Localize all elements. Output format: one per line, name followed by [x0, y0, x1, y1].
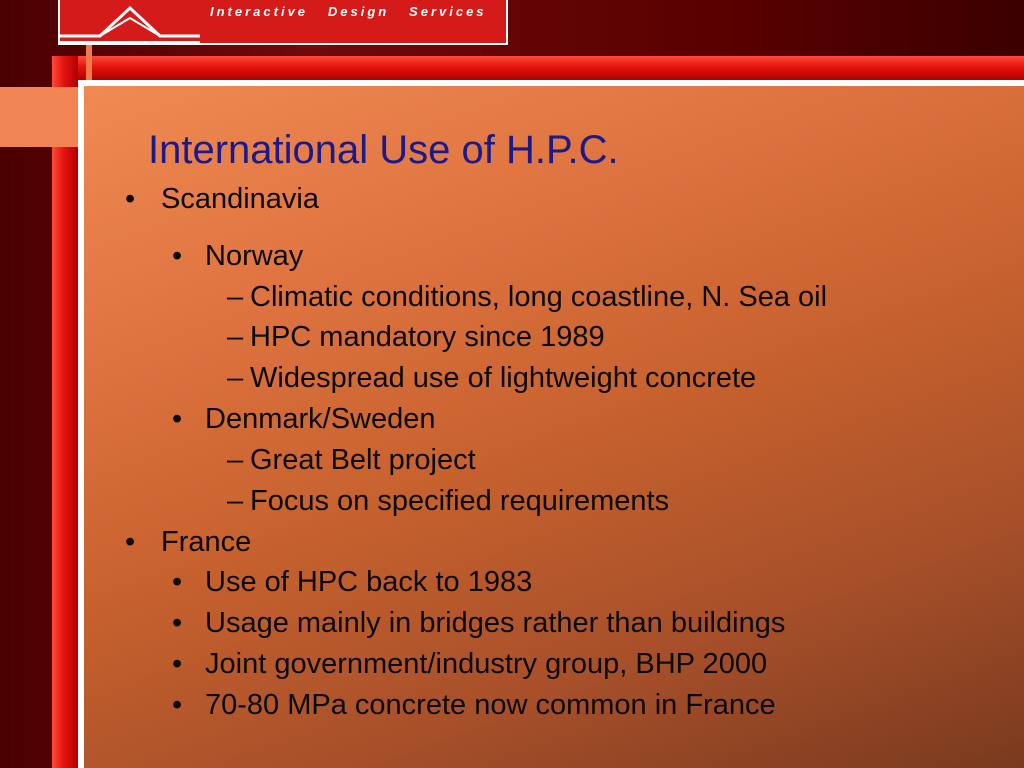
bullet-marker: – [227, 485, 244, 517]
bullet-marker: • [172, 607, 183, 639]
red-band-top [52, 56, 1024, 80]
bullet-marker: • [172, 689, 183, 721]
bullet-marker: • [172, 648, 183, 680]
bullet-marker: – [227, 281, 244, 313]
bullet-marker: • [172, 403, 183, 435]
bullet-text: 70-80 MPa concrete now common in France [205, 689, 776, 721]
bullet-text: Use of HPC back to 1983 [205, 566, 533, 598]
bullet-text: Focus on specified requirements [250, 485, 670, 517]
bullet-text: France [161, 526, 252, 558]
bullet-text: Climatic conditions, long coastline, N. Sea oil [250, 281, 828, 313]
slide-title: International Use of H.P.C. [148, 128, 619, 172]
bullet-text: Widespread use of lightweight concrete [250, 362, 757, 394]
bullet-marker: • [125, 526, 136, 558]
bullet-marker: • [125, 183, 136, 215]
accent-block [0, 87, 78, 147]
bullet-marker: – [227, 444, 244, 476]
logo-text: Interactive Design Services [210, 4, 487, 19]
bullet-text: Great Belt project [250, 444, 476, 476]
bullet-marker: – [227, 362, 244, 394]
bullet-text: Scandinavia [161, 183, 319, 215]
red-band-left [52, 56, 78, 768]
bullet-marker: • [172, 240, 183, 272]
bullet-text: Joint government/industry group, BHP 2000 [205, 648, 768, 680]
bullet-text: Usage mainly in bridges rather than buildings [205, 607, 786, 639]
bullet-marker: – [227, 321, 244, 353]
logo-banner [58, 0, 508, 45]
bullet-marker: • [172, 566, 183, 598]
bullet-text: Denmark/Sweden [205, 403, 436, 435]
bullet-text: Norway [205, 240, 304, 272]
logo-mark-icon [60, 0, 200, 43]
bullet-text: HPC mandatory since 1989 [250, 321, 605, 353]
